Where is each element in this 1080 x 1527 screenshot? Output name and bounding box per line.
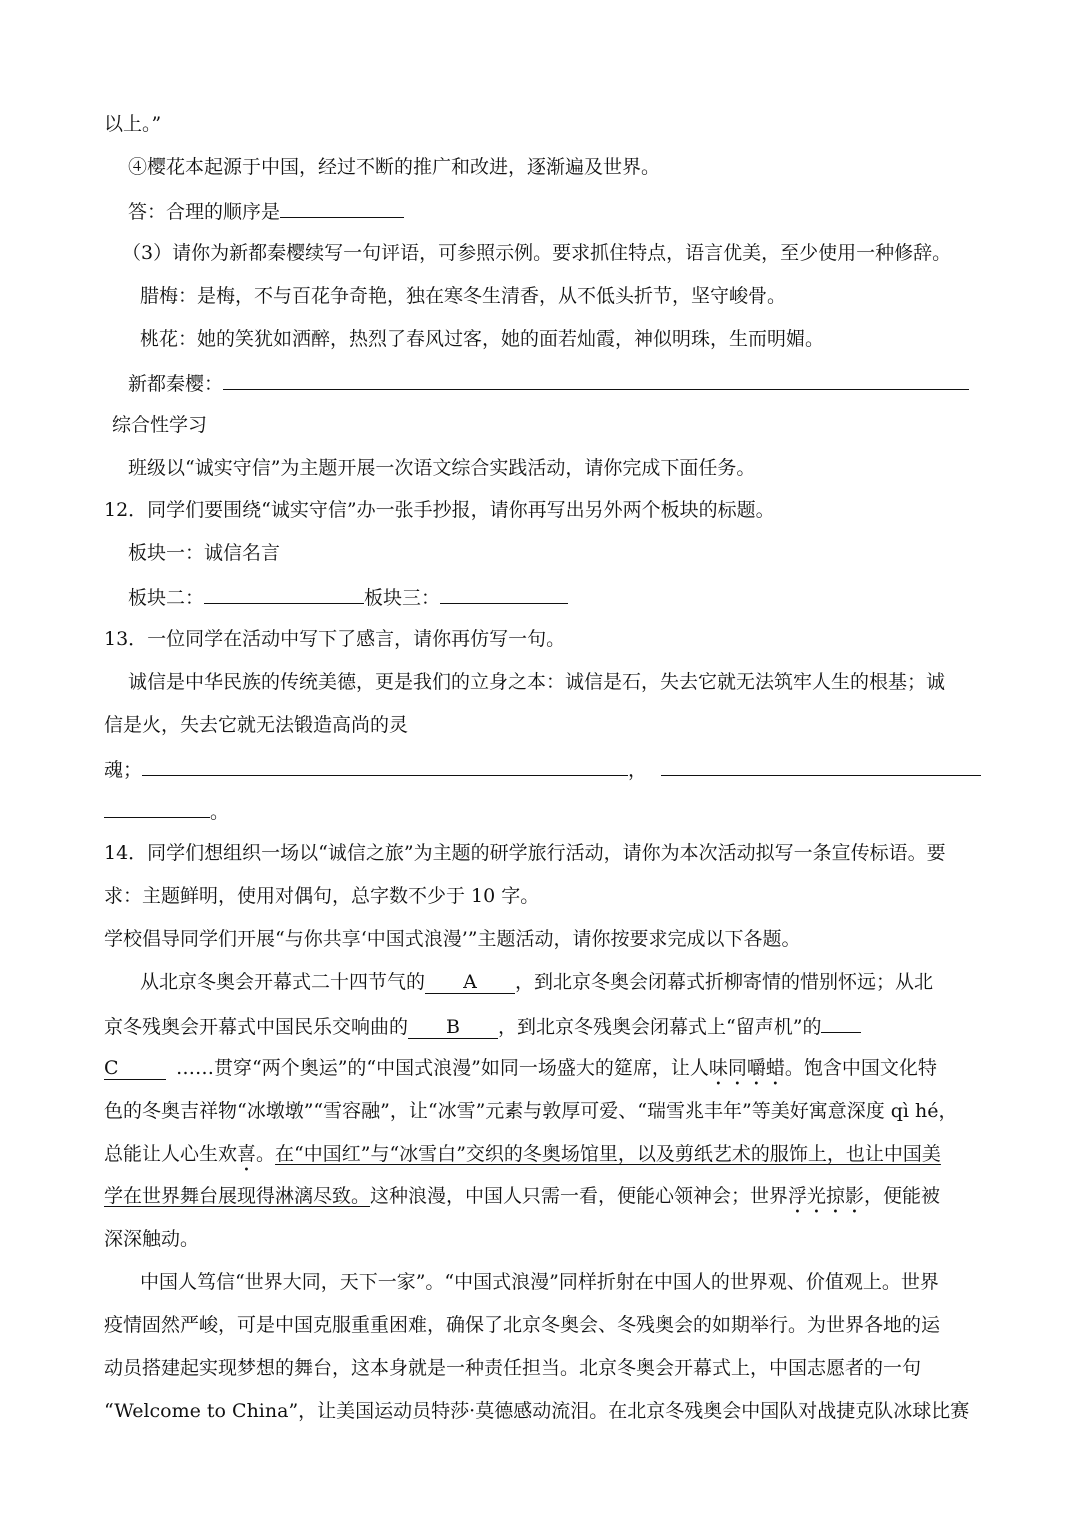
text-line: 腊梅：是梅，不与百花争奇艳，独在寒冬生清香，从不低头折节，坚守峻骨。 [140, 285, 787, 307]
dotted-char: 喜 [237, 1143, 257, 1165]
passage-line [104, 1141, 941, 1176]
blank-b[interactable]: B [408, 1016, 498, 1039]
answer-blank[interactable] [142, 755, 628, 776]
text: ，便能被 [864, 1185, 941, 1207]
text-line: 学校倡导同学们开展“与你共享‘中国式浪漫’”主题活动，请你按要求完成以下各题。 [104, 928, 801, 950]
text-line: 桃花：她的笑犹如洒醉，热烈了春风过客，她的面若灿霞，神似明珠，生而明媚。 [140, 328, 825, 350]
passage-line [140, 969, 933, 995]
passage-line: “Welcome to China”，让美国运动员特莎·莫德感动流泪。在北京冬残奥会中国队对战捷克队冰球比赛 [104, 1400, 970, 1422]
section-heading: 综合性学习 [112, 414, 208, 436]
blank-c[interactable]: C [104, 1057, 166, 1080]
text: ，到北京冬奥会闭幕式折柳寄情的惜别怀远；从北 [515, 971, 934, 993]
text: 答：合理的顺序是 [128, 201, 281, 223]
passage-line [104, 1183, 940, 1218]
answer-blank[interactable] [661, 755, 981, 776]
text: ， [628, 759, 648, 781]
question-12: 12．同学们要围绕“诚实守信”办一张手抄报，请你再写出另外两个板块的标题。 [104, 499, 775, 521]
text-line: ④樱花本起源于中国，经过不断的推广和改进，逐渐遍及世界。 [128, 156, 661, 178]
passage-line: 动员搭建起实现梦想的舞台，这本身就是一种责任担当。北京冬奥会开幕式上，中国志愿者的一句 [104, 1357, 922, 1379]
text-line: 信是火，失去它就无法锻造高尚的灵 [104, 714, 409, 736]
answer-line [104, 755, 981, 783]
underlined-sentence: 在“中国红”与“冰雪白”交织的冬奥场馆里，以及剪纸艺术的服饰上，也让中国美 [275, 1143, 941, 1165]
passage-line: 色的冬奥吉祥物“冰墩墩”“雪容融”，让“冰雪”元素与敦厚可爱、“瑞雪兆丰年”等美好寓意深度 qì hé， [104, 1100, 958, 1122]
text: 总能让人心生欢 [104, 1143, 238, 1165]
question-14: 14．同学们想组织一场以“诚信之旅”为主题的研学旅行活动，请你为本次活动拟写一条宣传标语。要 [104, 842, 946, 864]
blank-c-start[interactable] [821, 1012, 861, 1033]
text: 。 [256, 1143, 276, 1165]
text-line: 以上。” [104, 113, 162, 135]
answer-blank[interactable] [104, 797, 210, 818]
passage-line: 中国人笃信“世界大同，天下一家”。“中国式浪漫”同样折射在中国人的世界观、价值观上。世界 [140, 1271, 939, 1293]
text: 这种浪漫，中国人只需一看，便能心领神会；世界 [370, 1185, 789, 1207]
text: ，到北京冬残奥会闭幕式上“留声机”的 [498, 1016, 822, 1038]
answer-blank[interactable] [280, 197, 404, 218]
text-line: （3）请你为新都秦樱续写一句评语，可参照示例。要求抓住特点，语言优美，至少使用一种修辞。 [122, 242, 952, 264]
passage-line [104, 1055, 937, 1090]
question-13: 13．一位同学在活动中写下了感言，请你再仿写一句。 [104, 628, 566, 650]
answer-line [128, 369, 969, 397]
text-line: 板块一：诚信名言 [128, 542, 281, 564]
text: 板块三： [364, 587, 441, 609]
passage-line: 疫情固然严峻，可是中国克服重重困难，确保了北京冬奥会、冬残奥会的如期举行。为世界各地的运 [104, 1314, 941, 1336]
text: 板块二： [128, 587, 205, 609]
answer-blank[interactable] [204, 583, 364, 604]
text: 新都秦樱： [128, 373, 224, 395]
text: 魂； [104, 759, 143, 781]
text-line: 诚信是中华民族的传统美德，更是我们的立身之本：诚信是石，失去它就无法筑牢人生的根基；诚 [128, 671, 946, 693]
text: 。 [210, 801, 230, 823]
answer-blank[interactable] [223, 369, 969, 390]
text-line: 班级以“诚实守信”为主题开展一次语文综合实践活动，请你完成下面任务。 [128, 457, 756, 479]
answer-line [128, 197, 404, 225]
passage-line [104, 1012, 861, 1040]
text: 从北京冬奥会开幕式二十四节气的 [140, 971, 426, 993]
blank-a[interactable]: A [425, 971, 515, 994]
text: 。饱含中国文化特 [784, 1057, 937, 1079]
dotted-phrase: 味同嚼蜡 [708, 1057, 785, 1079]
underlined-sentence: 学在世界舞台展现得淋漓尽致。 [104, 1185, 371, 1207]
answer-line [104, 797, 229, 825]
answer-line [128, 583, 568, 611]
text: 京冬残奥会开幕式中国民乐交响曲的 [104, 1016, 409, 1038]
passage-line: 深深触动。 [104, 1228, 200, 1250]
dotted-phrase: 浮光掠影 [788, 1185, 865, 1207]
text: ……贯穿“两个奥运”的“中国式浪漫”如同一场盛大的筵席，让人 [176, 1057, 709, 1079]
answer-blank[interactable] [440, 583, 568, 604]
text-line: 求：主题鲜明，使用对偶句，总字数不少于 10 字。 [104, 885, 540, 907]
